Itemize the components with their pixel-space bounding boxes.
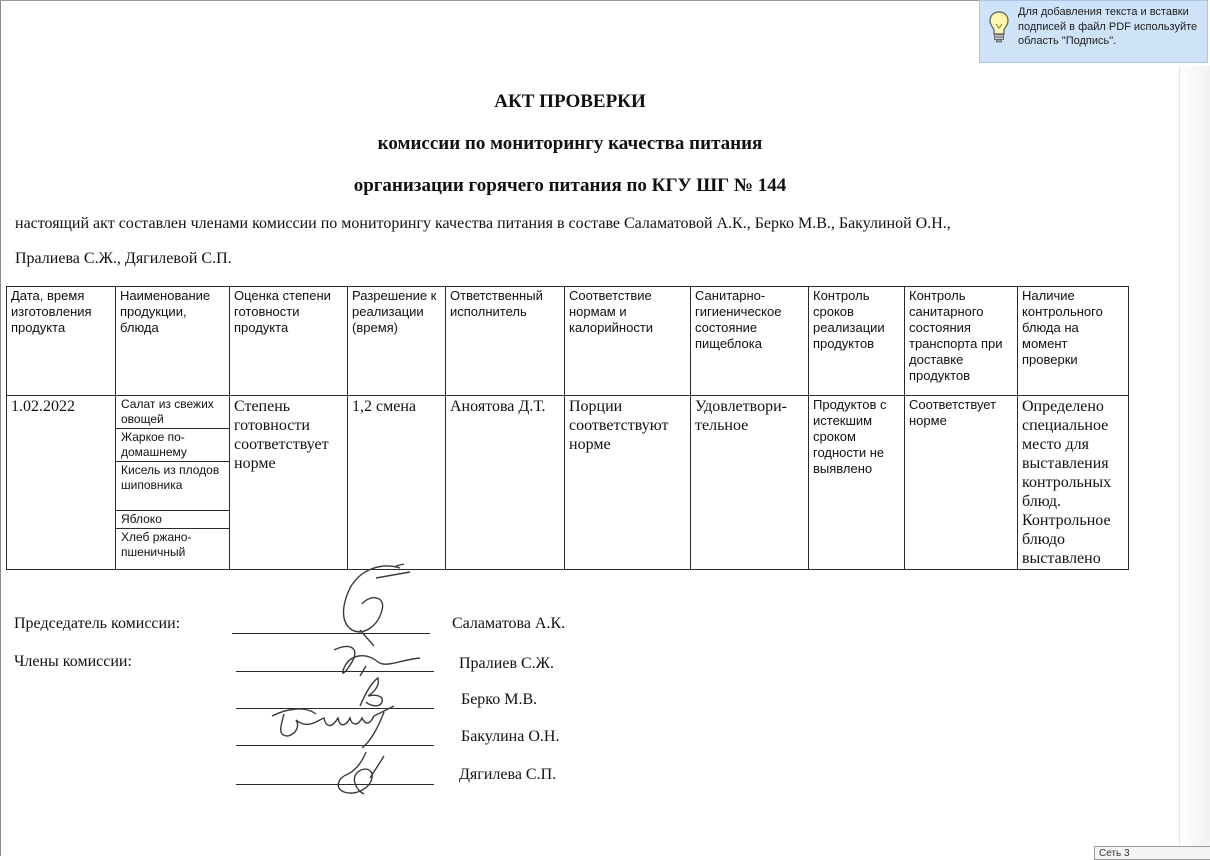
- intro-line-1: настоящий акт составлен членами комиссии по мониторингу качества питания в составе Саламатовой А.К., Берко М.В., Бакулиной О.Н.,: [15, 215, 951, 232]
- header-responsible: Ответственный исполнитель: [446, 287, 565, 396]
- header-sanitary: Санитарно-гигиеническое состояние пищеблока: [691, 287, 809, 396]
- header-expiry: Контроль сроков реализации продуктов: [809, 287, 905, 396]
- member-name: Пралиев С.Ж.: [459, 655, 555, 672]
- header-readiness: Оценка степени готовности продукта: [230, 287, 348, 396]
- member-name: Дягилева С.П.: [459, 766, 557, 783]
- member-signature: [266, 700, 416, 752]
- scrollbar-area[interactable]: [1179, 66, 1210, 858]
- cell-control-dish: Определено специальное место для выставления контрольных блюд. Контрольное блюдо выставлено: [1018, 396, 1129, 570]
- chairman-label: Председатель комиссии:: [14, 615, 181, 632]
- document-subtitle-2: организации горячего питания по КГУ ШГ № 144: [353, 175, 787, 196]
- cell-norms: Порции соответствуют норме: [565, 396, 691, 570]
- inspection-table: [6, 286, 1129, 570]
- product-item: Салат из свежих овощей: [116, 396, 229, 429]
- network-indicator: Сеть 3: [1094, 846, 1210, 860]
- member-name: Бакулина О.Н.: [461, 728, 560, 745]
- signature-hint-tooltip: [979, 0, 1208, 63]
- chairman-name: Саламатова А.К.: [452, 615, 566, 632]
- header-date: Дата, время изготовления продукта: [7, 287, 116, 396]
- member-name: Берко М.В.: [461, 691, 538, 708]
- header-control-dish: Наличие контрольного блюда на момент проверки: [1018, 287, 1129, 396]
- document-title: АКТ ПРОВЕРКИ: [494, 91, 646, 112]
- cell-sanitary: Удовлетвори-тельное: [691, 396, 809, 570]
- cell-expiry: Продуктов с истекшим сроком годности не выявлено: [809, 396, 905, 570]
- cell-products: [116, 396, 230, 570]
- document-subtitle-1: комиссии по мониторингу качества питания: [377, 133, 763, 154]
- product-item: Жаркое по-домашнему: [116, 429, 229, 462]
- product-item: Хлеб ржано-пшеничный: [121, 530, 192, 559]
- lightbulb-icon: [988, 10, 1010, 44]
- intro-line-2: Пралиева С.Ж., Дягилевой С.П.: [15, 250, 232, 267]
- cell-date: 1.02.2022: [7, 396, 116, 570]
- cell-transport: Соответствует норме: [905, 396, 1018, 570]
- header-product: Наименование продукции, блюда: [116, 287, 230, 396]
- product-item: Кисель из плодов шиповника: [116, 462, 229, 511]
- product-item: Яблоко: [116, 511, 229, 529]
- cell-permission: 1,2 смена: [348, 396, 446, 570]
- table-header-row: [7, 287, 1129, 396]
- members-label: Члены комиссии:: [14, 653, 132, 670]
- header-permission: Разрешение к реализации (время): [348, 287, 446, 396]
- cell-readiness: Степень готовности соответствует норме: [230, 396, 348, 570]
- member-signature: [326, 748, 396, 804]
- header-transport: Контроль санитарного состояния транспорта при доставке продуктов: [905, 287, 1018, 396]
- tooltip-text: Для добавления текста и вставки подписей в файл PDF используйте область "Подпись".: [1018, 6, 1198, 47]
- table-row: [7, 396, 1129, 570]
- header-norms: Соответствие нормам и калорийности: [565, 287, 691, 396]
- cell-responsible: Аноятова Д.Т.: [446, 396, 565, 570]
- page-top-border: [0, 0, 1100, 1]
